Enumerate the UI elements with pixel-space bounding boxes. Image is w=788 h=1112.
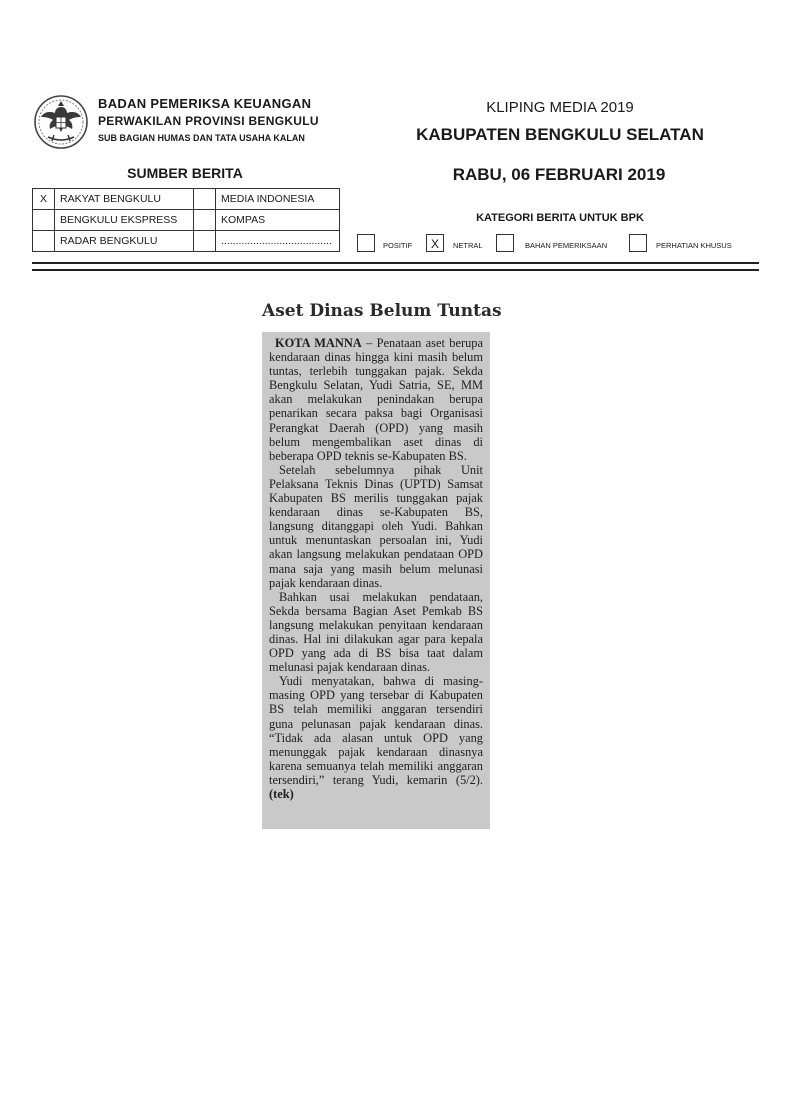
source-table (32, 188, 340, 252)
article-lead: – Penataan aset berupa kendaraan dinas hingga kini masih belum tuntas, terlebih tunggakan pajak. Sekda Bengkulu Selatan, Yudi Satria, SE, MM akan melakukan penindakan berupa penarikan secara paksa bagi Organisasi Perangkat Daerah (OPD) yang masih belum mengembalikan aset dinas di beberapa OPD teknis se-Kabupaten BS. (269, 336, 483, 463)
article-paragraph (269, 674, 483, 801)
region-title: KABUPATEN BENGKULU SELATAN (416, 125, 704, 144)
org-subdivision: SUB BAGIAN HUMAS DAN TATA USAHA KALAN (98, 133, 305, 143)
kliping-title: KLIPING MEDIA 2019 (486, 99, 634, 116)
org-branch: PERWAKILAN PROVINSI BENGKULU (98, 114, 319, 128)
article-headline: Aset Dinas Belum Tuntas (262, 301, 502, 321)
article-clipping (262, 332, 490, 829)
article-dateline: KOTA MANNA (275, 336, 362, 350)
source-checkbox[interactable] (194, 189, 216, 210)
article-paragraph (269, 336, 483, 463)
article-text: Yudi menyatakan, bahwa di masing-masing OPD yang tersebar di Kabupaten BS telah memiliki anggaran tersendiri guna pelunasan pajak kendaraan dinas. “Tidak ada alasan untuk OPD yang menunggak pajak kendaraan dinasnya karena semuanya telah memiliki anggaran tersendiri,” terang Yudi, kemarin (5/2). (269, 674, 483, 787)
garuda-emblem-icon (32, 91, 90, 153)
source-checkbox[interactable] (194, 210, 216, 231)
source-label: MEDIA INDONESIA (216, 189, 340, 210)
source-label: RADAR BENGKULU (55, 231, 194, 252)
source-row (33, 189, 340, 210)
kategori-label-perhatian-khusus: PERHATIAN KHUSUS (656, 241, 732, 250)
source-checkbox[interactable]: X (33, 189, 55, 210)
source-row (33, 231, 340, 252)
source-label: KOMPAS (216, 210, 340, 231)
kategori-checkbox-perhatian-khusus[interactable] (629, 234, 647, 252)
org-name: BADAN PEMERIKSA KEUANGAN (98, 96, 312, 111)
kategori-checkbox-bahan-pemeriksaan[interactable] (496, 234, 514, 252)
header-divider (32, 262, 759, 264)
header-divider (32, 269, 759, 271)
article-paragraph: Setelah sebelumnya pihak Unit Pelaksana Teknis Dinas (UPTD) Samsat Kabupaten BS merilis tunggakan pajak kendaraan dinas se-Kabupaten BS, langsung ditanggapi oleh Yudi. Bahkan untuk menuntaskan persoalan ini, Yudi akan langsung melakukan pendataan OPD mana saja yang masih belum melunasi pajak kendaraan dinas. (269, 462, 483, 590)
source-label: ...................................... (216, 231, 340, 252)
source-checkbox[interactable] (33, 231, 55, 252)
kategori-checkbox-netral[interactable]: X (426, 234, 444, 252)
source-label: BENGKULU EKSPRESS (55, 210, 194, 231)
date-title: RABU, 06 FEBRUARI 2019 (452, 165, 666, 184)
kategori-checkbox-positif[interactable] (357, 234, 375, 252)
source-label: RAKYAT BENGKULU (55, 189, 194, 210)
source-row (33, 210, 340, 231)
article-byline: (tek) (269, 787, 294, 801)
source-checkbox[interactable] (33, 210, 55, 231)
sumber-title: SUMBER BERITA (127, 165, 243, 181)
article-paragraph: Bahkan usai melakukan pendataan, Sekda bersama Bagian Aset Pemkab BS langsung melakukan penyitaan kendaraan dinas. Hal ini dilakukan agar para kepala OPD yang ada di BS bisa taat dalam melunasi pajak kendaraan dinas. (269, 589, 483, 675)
kategori-label-netral: NETRAL (453, 241, 483, 250)
kategori-label-positif: POSITIF (383, 241, 413, 250)
kategori-title: KATEGORI BERITA UNTUK BPK (476, 212, 644, 224)
source-checkbox[interactable] (194, 231, 216, 252)
kategori-label-bahan-pemeriksaan: BAHAN PEMERIKSAAN (525, 241, 608, 250)
